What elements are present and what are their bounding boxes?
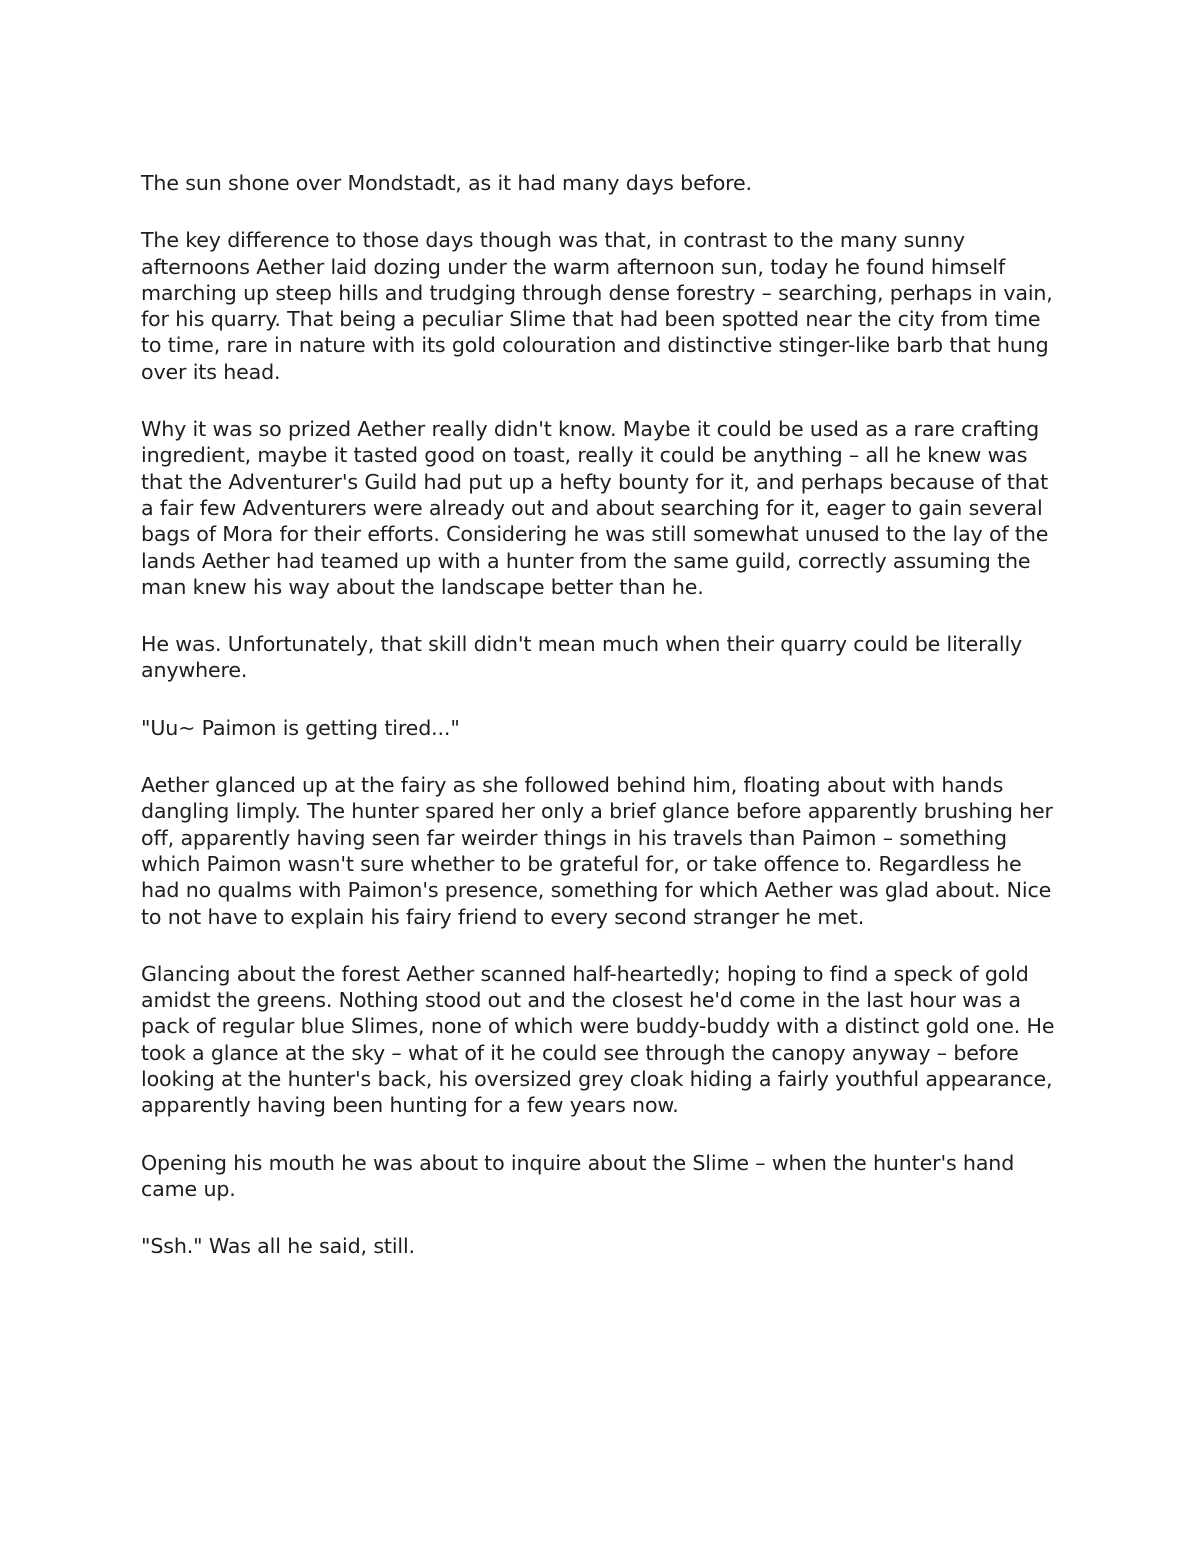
paragraph-4: He was. Unfortunately, that skill didn't mean much when their quarry could be literally anywhere. (141, 632, 1023, 683)
paragraph-2: The key difference to those days though was that, in contrast to the many sunny afternoons Aether laid dozing under the warm afternoon sun, today he found himself marching up steep hills and trudging through dense forestry – searching, perhaps in vain, for his quarry. That being a peculiar Slime that had been spotted near the city from time to time, rare in nature with its gold colouration and distinctive stinger-like barb that hung over its head. (141, 228, 1053, 384)
paragraph-5: "Uu~ Paimon is getting tired..." (141, 715, 460, 740)
paragraph-7: Glancing about the forest Aether scanned half-heartedly; hoping to find a speck of gold amidst the greens. Nothing stood out and the closest he'd come in the last hour was a pack of regular blue Slimes, none of which were buddy-buddy with a distinct gold one. He took a glance at the sky – what of it he could see through the canopy anyway – before looking at the hunter's back, his oversized grey cloak hiding a fairly youthful appearance, apparently having been hunting for a few years now. (141, 961, 1055, 1118)
paragraph-8: Opening his mouth he was about to inquire about the Slime – when the hunter's hand came up. (141, 1150, 1015, 1201)
paragraph-6: Aether glanced up at the fairy as she followed behind him, floating about with hands dangling limply. The hunter spared her only a brief glance before apparently brushing her off, apparently having seen far weirder things in his travels than Paimon – something which Paimon wasn't sure whether to be grateful for, or take offence to. Regardless he had no qualms with Paimon's presence, something for which Aether was glad about. Nice to not have to explain his fairy friend to every second stranger he met. (141, 773, 1053, 929)
paragraph-1: The sun shone over Mondstadt, as it had many days before. (141, 171, 752, 195)
paragraph-3: Why it was so prized Aether really didn't know. Maybe it could be used as a rare crafting ingredient, maybe it tasted good on toast, really it could be anything – all he knew was that the Adventurer's Guild had put up a hefty bounty for it, and perhaps because of that a fair few Adventurers were already out and about searching for it, eager to gain several bags of Mora for their efforts. Considering he was still somewhat unused to the lay of the lands Aether had teamed up with a hunter from the same guild, correctly assuming the man knew his way about the landscape better than he. (141, 417, 1049, 599)
paragraph-9: "Ssh." Was all he said, still. (141, 1234, 415, 1259)
document-body (141, 170, 1066, 1291)
